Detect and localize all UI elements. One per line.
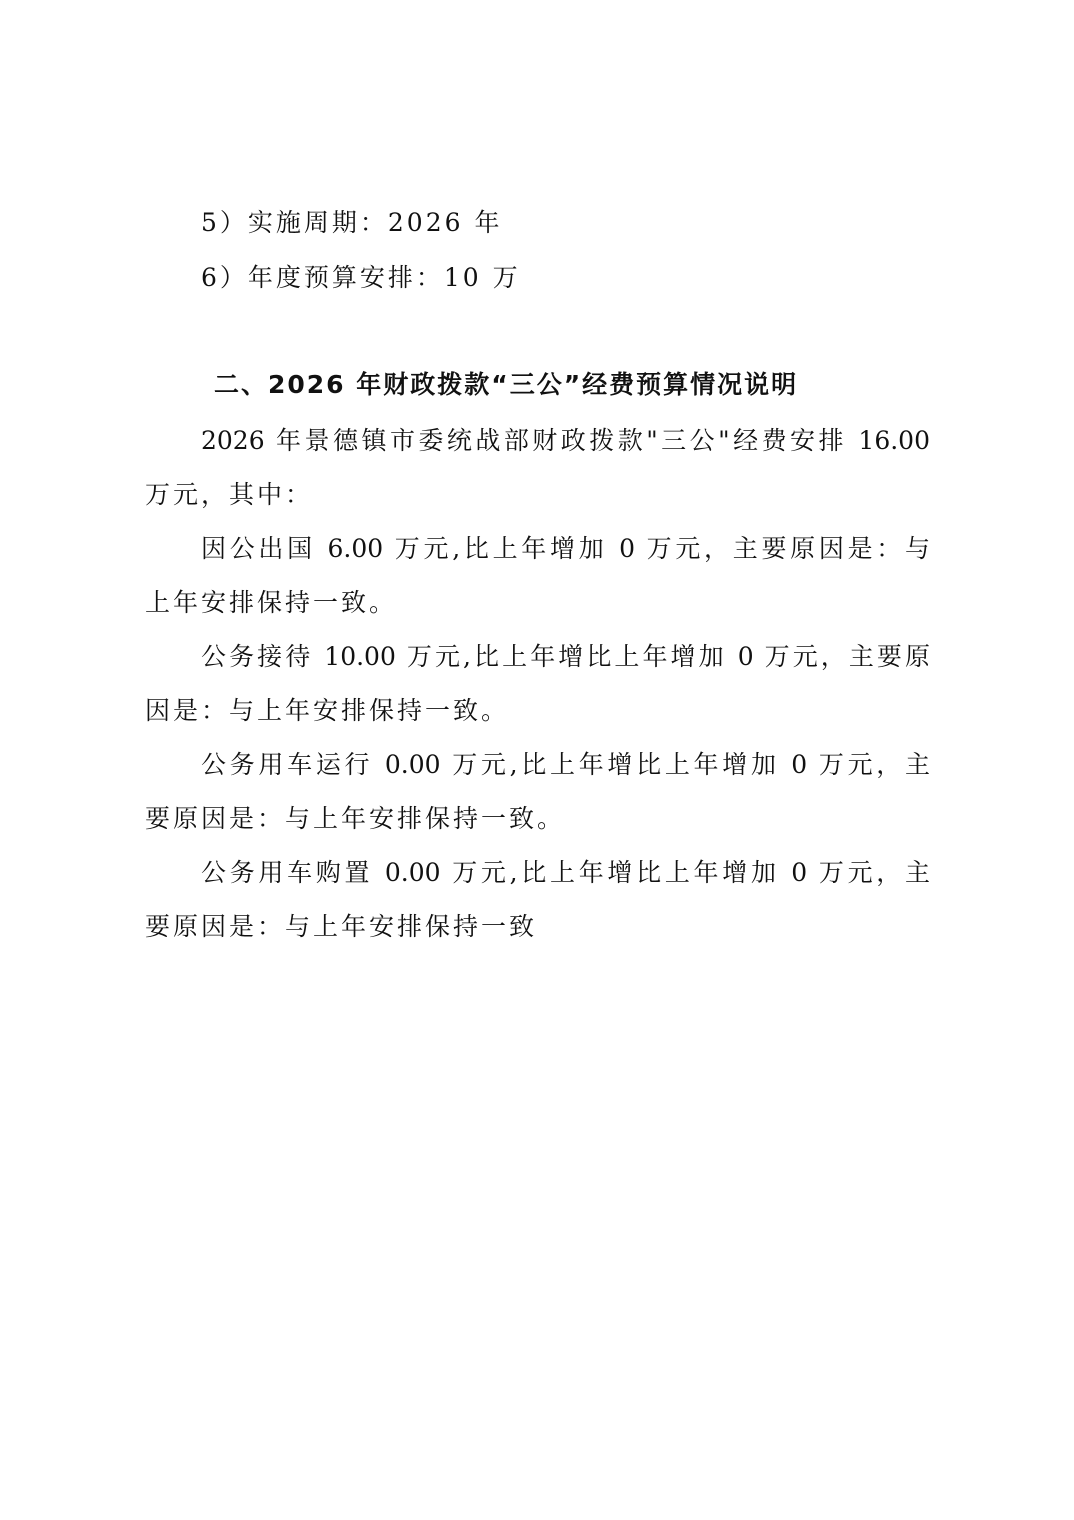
vehicle-purchase-paragraph-line-2: 要原因是：与上年安排保持一致	[145, 912, 538, 941]
abroad-paragraph-line-1: 因公出国 6.00 万元,比上年增加 0 万元，主要原因是：与	[201, 534, 930, 563]
project-item-5: 5）实施周期：2026 年	[201, 208, 503, 237]
intro-paragraph-line-2: 万元，其中：	[145, 480, 314, 509]
vehicle-operation-paragraph-line-2: 要原因是：与上年安排保持一致。	[145, 804, 566, 833]
project-item-6: 6）年度预算安排：10 万	[201, 263, 521, 292]
reception-paragraph-line-1: 公务接待 10.00 万元,比上年增比上年增加 0 万元，主要原	[201, 642, 930, 671]
vehicle-operation-paragraph-line-1: 公务用车运行 0.00 万元,比上年增比上年增加 0 万元，主	[201, 750, 930, 779]
reception-paragraph-line-2: 因是：与上年安排保持一致。	[145, 696, 510, 725]
intro-paragraph-line-1: 2026 年景德镇市委统战部财政拨款"三公"经费安排 16.00	[201, 426, 930, 455]
abroad-paragraph-line-2: 上年安排保持一致。	[145, 588, 398, 617]
vehicle-purchase-paragraph-line-1: 公务用车购置 0.00 万元,比上年增比上年增加 0 万元，主	[201, 858, 930, 887]
section-heading: 二、2026 年财政拨款“三公”经费预算情况说明	[214, 370, 799, 399]
